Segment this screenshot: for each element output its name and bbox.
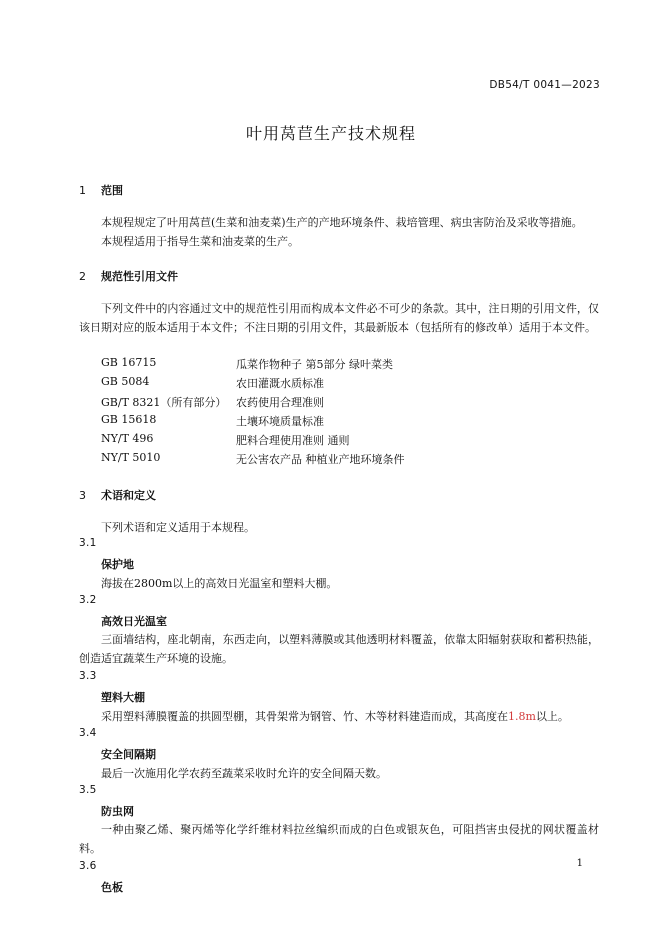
term-name: 安全间隔期	[101, 748, 156, 761]
section-heading-normative-references	[79, 268, 178, 284]
term-name: 防虫网	[101, 805, 134, 818]
highlighted-value: 1.8m	[508, 710, 536, 723]
term-number: 3.6	[79, 860, 97, 872]
section-number: 1	[79, 184, 86, 197]
definition-text: 采用塑料薄膜覆盖的拱圆型棚，其骨架常为钢管、竹、木等材料建造而成，其高度在	[101, 710, 508, 723]
document-title: 叶用莴苣生产技术规程	[245, 124, 416, 143]
paragraph: 下列术语和定义适用于本规程。	[101, 521, 255, 534]
standard-code: DB54/T 0041—2023	[489, 79, 600, 91]
reference-title: 瓜菜作物种子 第5部分 绿叶菜类	[236, 358, 393, 371]
reference-code: NY/T 496	[101, 432, 154, 445]
section-number: 2	[79, 270, 86, 283]
reference-code: GB 16715	[101, 356, 157, 369]
term-name: 色板	[101, 881, 123, 894]
section-number: 3	[79, 489, 86, 502]
reference-code: NY/T 5010	[101, 451, 161, 464]
paragraph: 本规程规定了叶用莴苣(生菜和油麦菜)生产的产地环境条件、栽培管理、病虫害防治及采收等措施。	[101, 216, 583, 229]
reference-code: GB 15618	[101, 413, 157, 426]
reference-title: 农药使用合理准则	[236, 396, 324, 409]
section-heading-terms-definitions	[79, 487, 156, 503]
term-number: 3.4	[79, 727, 97, 739]
term-number: 3.2	[79, 594, 97, 606]
section-title: 范围	[101, 184, 123, 197]
section-title: 规范性引用文件	[101, 270, 178, 283]
term-definition: 最后一次施用化学农药至蔬菜采收时允许的安全间隔天数。	[101, 767, 387, 780]
section-title: 术语和定义	[101, 489, 156, 502]
reference-title: 土壤环境质量标准	[236, 415, 324, 428]
term-name: 高效日光温室	[101, 615, 167, 628]
term-definition: 一种由聚乙烯、聚丙烯等化学纤维材料拉丝编织而成的白色或银灰色，可阻挡害虫侵扰的网状覆盖材料。	[79, 823, 599, 855]
paragraph: 下列文件中的内容通过文中的规范性引用而构成本文件必不可少的条款。其中，注日期的引用文件，仅该日期对应的版本适用于本文件；不注日期的引用文件，其最新版本（包括所有的修改单）适用于本文件。	[79, 302, 599, 334]
term-number: 3.5	[79, 784, 97, 796]
reference-title: 肥料合理使用准则 通则	[236, 434, 350, 447]
term-definition	[101, 708, 569, 724]
page-number: 1	[576, 858, 583, 869]
reference-code: GB/T 8321（所有部分）	[101, 396, 227, 409]
term-number: 3.1	[79, 537, 97, 549]
paragraph: 本规程适用于指导生菜和油麦菜的生产。	[101, 235, 299, 248]
reference-title: 无公害农产品 种植业产地环境条件	[236, 453, 405, 466]
reference-code: GB 5084	[101, 375, 150, 388]
term-definition: 三面墙结构，座北朝南，东西走向，以塑料薄膜或其他透明材料覆盖，依靠太阳辐射获取和蓄积热能，创造适宜蔬菜生产环境的设施。	[79, 633, 599, 665]
term-number: 3.3	[79, 670, 97, 682]
term-definition: 海拔在2800m以上的高效日光温室和塑料大棚。	[101, 577, 338, 590]
term-name: 塑料大棚	[101, 691, 145, 704]
term-name: 保护地	[101, 558, 134, 571]
section-heading-scope	[79, 182, 123, 198]
reference-title: 农田灌溉水质标准	[236, 377, 324, 390]
definition-text: 以上。	[535, 710, 569, 723]
